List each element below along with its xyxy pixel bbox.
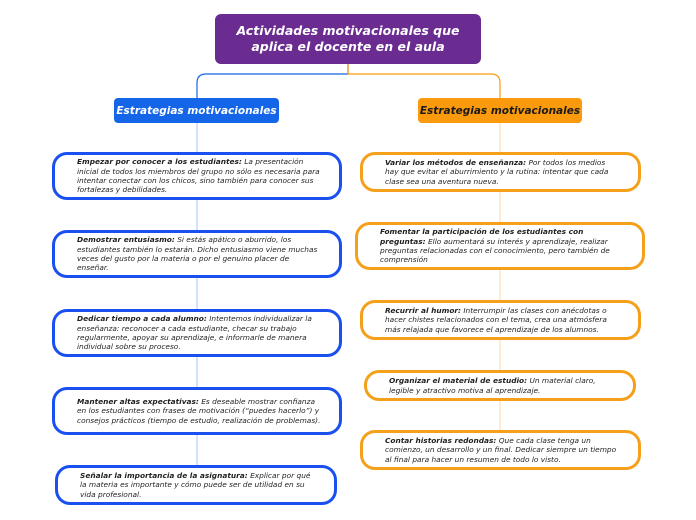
right-category-title: Estrategias motivacionales [419, 104, 581, 117]
root-title-line1: Actividades motivacionales que [236, 23, 460, 38]
right-card-4-heading: Organizar el material de estudio: [389, 376, 528, 386]
right-card-5-text: Que cada clase tenga un comienzo, un desarrollo y un final. Dedicar siempre un tiempo al final para hacer un resumen de todo lo visto. [385, 435, 617, 464]
left-category-title: Estrategias motivacionales [116, 104, 277, 117]
left-card-4-heading: Mantener altas expectativas: [77, 396, 199, 406]
right-card-5[interactable] [360, 430, 641, 470]
right-card-1-text: Por todos los medios hay que evitar el aburrimiento y la rutina: intentar que cada clase sea una aventura nueva. [385, 157, 609, 186]
connector-root-right [348, 64, 500, 98]
left-card-3-heading: Dedicar tiempo a cada alumno: [77, 314, 207, 324]
right-card-2-heading: Fomentar la participación de los estudiantes con preguntas: [380, 227, 584, 246]
connector-root-left [197, 64, 348, 98]
right-card-3-text: Interrumpir las clases con anécdotas o hacer chistes relacionados con el tema, crea una atmósfera más relajada que favorece el aprendizaje de los alumnos. [385, 305, 607, 334]
left-card-5-text: Explicar por qué la materia es importante y cómo puede ser de utilidad en su vida profesional. [80, 470, 311, 499]
right-card-1-heading: Variar los métodos de enseñanza: [385, 157, 527, 167]
left-card-5[interactable] [55, 465, 337, 505]
right-card-4-text: Un material claro, legible y atractivo motiva al aprendizaje. [389, 376, 596, 395]
left-card-3-text: Intentemos individualizar la enseñanza: reconocer a cada estudiante, checar su trabajo regularmente, apoyar su aprendizaje, e informarle de manera individual sobre su proceso. [77, 314, 312, 352]
right-card-2[interactable] [355, 222, 645, 270]
right-card-5-heading: Contar historias redondas: [385, 435, 497, 445]
left-card-2-text: Si estás apático o aburrido, los estudiantes también lo estarán. Dicho entusiasmo viene muchas veces del gusto por la materia o por el genuino placer de enseñar. [77, 235, 318, 273]
right-card-1[interactable] [360, 152, 641, 192]
left-card-4[interactable] [52, 387, 342, 435]
left-card-2-heading: Demostrar entusiasmo: [77, 235, 175, 245]
left-card-3[interactable] [52, 309, 342, 357]
right-card-2-text: Ello aumentará su interés y aprendizaje, realizar preguntas relacionadas con el conocimiento, pero también de comprensión [380, 236, 610, 265]
left-card-1-text: La presentación inicial de todos los miembros del grupo no sólo es necesaria para intentar conectar con los chicos, sino también para conocer sus fortalezas y debilidades. [77, 157, 320, 195]
left-card-4-text: Es deseable mostrar confianza en los estudiantes con frases de motivación (“puedes hacerlo”) y consejos prácticos (tiempo de estudio, realización de problemas). [77, 396, 321, 425]
left-card-1[interactable] [52, 152, 342, 200]
root-topic[interactable] [215, 14, 481, 64]
right-card-3-heading: Recurrir al humor: [385, 305, 462, 315]
left-category[interactable] [114, 98, 279, 123]
left-card-5-heading: Señalar la importancia de la asignatura: [80, 470, 248, 480]
left-card-2[interactable] [52, 230, 342, 278]
root-title-line2: aplica el docente en el aula [251, 39, 445, 54]
right-card-4[interactable] [364, 370, 636, 401]
right-card-3[interactable] [360, 300, 641, 340]
left-card-1-heading: Empezar por conocer a los estudiantes: [77, 157, 242, 167]
right-category[interactable] [418, 98, 582, 123]
